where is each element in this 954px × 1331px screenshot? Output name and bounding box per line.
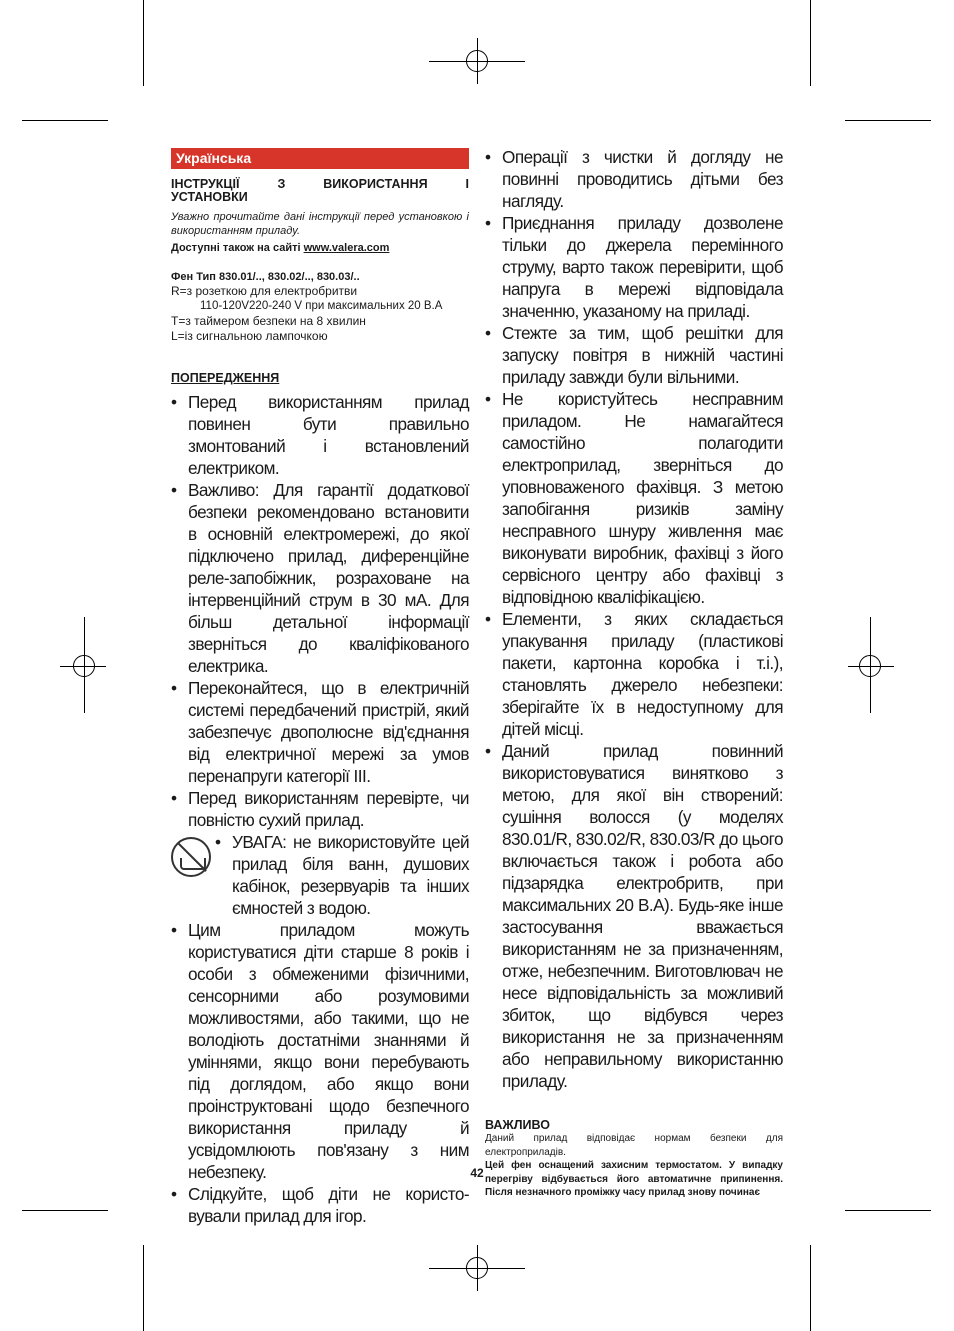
warning-item: • Цим приладом можуть користуватися діти старше 8 років і особи з обмеженими фізичними, сенсорними або розумовими можливостями, або такими, що не володіють достатніми знаннями й уміннями, якщо вони перебувають під доглядом, або якщо вони проінструктовані щодо безпечного використання приладу й усвідомлюють пов'язану з ним небезпеку.: [171, 919, 469, 1183]
model-line: T=з таймером безпеки на 8 хвилин: [171, 314, 366, 328]
important-text: Даний прилад відповідає нормам безпеки для електроприладів.: [485, 1133, 783, 1158]
warning-item: • Даний прилад повинний використовуватися винятково з метою, для якої він створений: сушіння волосся (у моделях 830.01/R, 830.02/R, 830.03/R до цього включається також і робота або підзарядка електробритв, при максимальних 20 В.А). Будь-яке інше застосування вважається використанням не за призначенням, отже, небезпечним. Виготовлювач не несе відповідальність за можливий збиток, що відбувся через використання не за призначенням або неправильному використанню приладу.: [485, 740, 783, 1092]
crop-mark: [22, 120, 108, 121]
warnings-title: ПОПЕРЕДЖЕННЯ: [171, 371, 280, 385]
model-line: 110-120V220-240 V при максимальних 20 В.А: [200, 300, 443, 312]
crop-mark: [845, 120, 931, 121]
warning-item: • Перед використанням прилад повинен бути правильно змонтований і встановлений електриком.: [171, 391, 469, 479]
intro-text: Уважно прочитайте дані інструкції перед установкою і використанням приладу.: [171, 211, 469, 237]
no-bath-icon: [171, 837, 211, 877]
crop-mark: [810, 0, 811, 86]
right-column: [485, 146, 783, 1200]
instructions-heading-cont: УСТАНОВКИ: [171, 190, 248, 204]
warning-item: • Перед використанням перевірте, чи повністю сухий прилад.: [171, 787, 469, 831]
registration-mark: [466, 50, 488, 72]
crop-mark: [22, 1210, 108, 1211]
important-bold-text: Цей фен оснащений захисним термостатом. У випадку перегріву відбувається його автоматичне припинення. Після незначного проміжку часу прилад знову починає: [485, 1160, 783, 1198]
crop-mark: [143, 1245, 144, 1331]
registration-mark: [859, 655, 881, 677]
warning-item: • Стежте за тим, щоб решітки для запуску повітря в нижній частині приладу завжди були вільними.: [485, 322, 783, 388]
warnings-list-cont: [485, 146, 783, 1092]
website-link[interactable]: www.valera.com: [303, 242, 390, 254]
important-title: ВАЖЛИВО: [485, 1118, 550, 1132]
warning-item: • Слідкуйте, щоб діти не користо-вували прилад для ігор.: [171, 1183, 469, 1227]
instructions-heading: ІНСТРУКЦІЇ З ВИКОРИСТАННЯ І: [171, 177, 469, 191]
page-number: 42: [470, 1166, 484, 1180]
warning-item: • Елементи, з яких складається упакування приладу (пластикові пакети, картонна коробка і т.і.), становлять джерело небезпеки: зберігайте їх в недоступному для дітей місці.: [485, 608, 783, 740]
warning-item: • Переконайтеся, що в електричній системі передбачений пристрій, який забезпечує двополюсне від'єднання від електричної мережі за умов перенапруги категорії III.: [171, 677, 469, 787]
website-line: [171, 241, 469, 255]
registration-mark: [466, 1257, 488, 1279]
warning-item: • Операції з чистки й догляду не повинні проводитись дітьми без нагляду.: [485, 146, 783, 212]
warning-item-text: УВАГА: не використовуйте цей прилад біля ванн, душових кабінок, резервуарів та інших ємностей з водою.: [232, 832, 469, 918]
model-line: L=із сигнальною лампочкою: [171, 329, 328, 343]
model-line: R=з розеткою для електробритви: [171, 284, 358, 298]
warning-item: • Не користуйтесь несправним приладом. Не намагайтеся самостійно полагодити електроприлад, зверніться до уповноваженого фахівця. З метою запобігання ризиків заміну несправного шнуру живлення має виконувати виробник, фахівці з його сервісного центру або фахівці з відповідною кваліфікацією.: [485, 388, 783, 608]
warning-item: • Приєднання приладу дозволене тільки до джерела перемінного струму, варто також перевірити, щоб напруга в мережі відповідала значенню, указаному на приладі.: [485, 212, 783, 322]
model-title: Фен Тип 830.01/.., 830.02/.., 830.03/..: [171, 271, 360, 283]
website-prefix: Доступні також на сайті: [171, 242, 304, 254]
language-header: Українська: [171, 148, 469, 169]
crop-mark: [143, 0, 144, 86]
left-column: [171, 148, 469, 1227]
warnings-list: [171, 391, 469, 1227]
warning-item: • Важливо: Для гарантії додаткової безпеки рекомендовано встановити в основній електромережі, до якої підключено прилад, диференційне реле-запобіжник, розраховане на інтервенційний струм в 30 мА. Для більш детальної інформації зверніться до кваліфікованого електрика.: [171, 479, 469, 677]
crop-mark: [845, 1210, 931, 1211]
warning-item-bath: [171, 831, 469, 919]
crop-mark: [810, 1245, 811, 1331]
registration-mark: [73, 655, 95, 677]
